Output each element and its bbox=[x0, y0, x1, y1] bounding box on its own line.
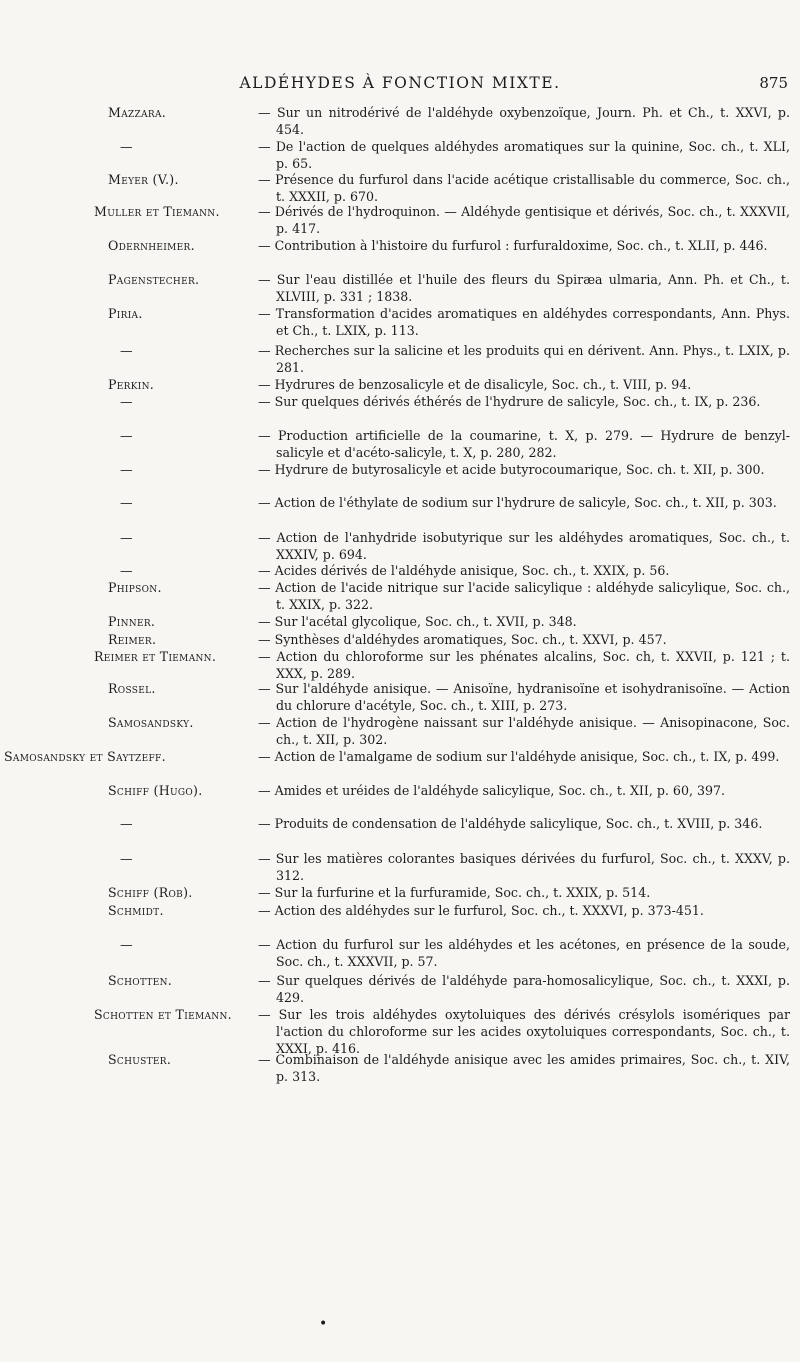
entry-reference: — Action de l'hydrogène naissant sur l'aldéhyde anisique. — Anisopinacone, Soc. ch., t. XII, p. 302. bbox=[258, 715, 790, 747]
bibliography-entry bbox=[108, 461, 790, 478]
entry-author: Mazzara. bbox=[108, 105, 167, 120]
bibliography-entry bbox=[108, 104, 790, 138]
bibliography-entry bbox=[108, 171, 790, 205]
entry-reference: — Action de l'anhydride isobutyrique sur les aldéhydes aromatiques, Soc. ch., t. XXXIV, p. 694. bbox=[258, 530, 790, 562]
entry-reference: — Synthèses d'aldéhydes aromatiques, Soc. ch., t. XXVI, p. 457. bbox=[258, 632, 667, 647]
entry-reference: — Action des aldéhydes sur le furfurol, Soc. ch., t. XXXVI, p. 373-451. bbox=[258, 903, 704, 918]
entry-author: — bbox=[120, 816, 133, 831]
entry-reference: — Acides dérivés de l'aldéhyde anisique, Soc. ch., t. XXIX, p. 56. bbox=[258, 563, 670, 578]
entry-author: Odernheimer. bbox=[108, 238, 195, 253]
bibliography-entry bbox=[108, 631, 790, 648]
bibliography-entry bbox=[108, 579, 790, 613]
entry-author: — bbox=[120, 428, 133, 443]
entry-reference: — Produits de condensation de l'aldéhyde salicylique, Soc. ch., t. XVIII, p. 346. bbox=[258, 816, 763, 831]
bibliography-entry bbox=[108, 936, 790, 970]
entry-author: Piria. bbox=[108, 306, 143, 321]
entry-reference: — Hydrure de butyrosalicyle et acide butyrocoumarique, Soc. ch. t. XII, p. 300. bbox=[258, 462, 765, 477]
entry-author: — bbox=[120, 394, 133, 409]
page-number: 875 bbox=[759, 74, 788, 92]
bibliography-entry bbox=[108, 393, 790, 410]
entry-reference: — Sur les matières colorantes basiques dérivées du furfurol, Soc. ch., t. XXXV, p. 312. bbox=[258, 851, 790, 883]
entry-author: Samosandsky. bbox=[108, 715, 194, 730]
entry-author: Schiff (Rob). bbox=[108, 885, 193, 900]
entry-author: Rossel. bbox=[108, 681, 156, 696]
bibliography-entry bbox=[4, 748, 790, 765]
bibliography-entry bbox=[108, 714, 790, 748]
entry-reference: — Transformation d'acides aromatiques en aldéhydes correspondants, Ann. Phys. et Ch., t. LXIX, p. 113. bbox=[258, 306, 790, 338]
entry-reference: — Combinaison de l'aldéhyde anisique avec les amides primaires, Soc. ch., t. XIV, p. 313. bbox=[258, 1052, 790, 1084]
bibliography-entry bbox=[108, 613, 790, 630]
entry-author: Reimer et Tiemann. bbox=[94, 649, 217, 664]
entry-reference: — Action de l'amalgame de sodium sur l'aldéhyde anisique, Soc. ch., t. IX, p. 499. bbox=[258, 749, 780, 764]
entry-reference: — Sur quelques dérivés de l'aldéhyde para-homosalicylique, Soc. ch., t. XXXI, p. 429. bbox=[258, 973, 790, 1005]
entry-reference: — De l'action de quelques aldéhydes aromatiques sur la quinine, Soc. ch., t. XLI, p. 65. bbox=[258, 139, 790, 171]
bibliography-entry bbox=[94, 203, 790, 237]
entry-author: — bbox=[120, 563, 133, 578]
entry-reference: — Action de l'acide nitrique sur l'acide salicylique : aldéhyde salicylique, Soc. ch., t. XXIX, p. 322. bbox=[258, 580, 790, 612]
entry-reference: — Hydrures de benzosalicyle et de disalicyle, Soc. ch., t. VIII, p. 94. bbox=[258, 377, 692, 392]
entry-author: — bbox=[120, 495, 133, 510]
entry-author: Pagenstecher. bbox=[108, 272, 200, 287]
entry-reference: — Sur la furfurine et la furfuramide, Soc. ch., t. XXIX, p. 514. bbox=[258, 885, 651, 900]
entry-author: — bbox=[120, 530, 133, 545]
bibliography-entry bbox=[94, 1006, 790, 1057]
entry-author: — bbox=[120, 343, 133, 358]
bibliography-entry bbox=[108, 884, 790, 901]
bibliography-entry bbox=[108, 237, 790, 254]
bibliography-entry bbox=[108, 494, 790, 511]
page-dot: • bbox=[319, 1316, 328, 1332]
entry-reference: — Sur l'eau distillée et l'huile des fleurs du Spiræa ulmaria, Ann. Ph. et Ch., t. XLVIII, p. 331 ; 1838. bbox=[258, 272, 790, 304]
entry-author: Schiff (Hugo). bbox=[108, 783, 203, 798]
bibliography-entry bbox=[108, 138, 790, 172]
entry-reference: — Recherches sur la salicine et les produits qui en dérivent. Ann. Phys., t. LXIX, p. 281. bbox=[258, 343, 790, 375]
entry-reference: — Sur quelques dérivés éthérés de l'hydrure de salicyle, Soc. ch., t. IX, p. 236. bbox=[258, 394, 761, 409]
running-title: ALDÉHYDES À FONCTION MIXTE. bbox=[239, 74, 561, 92]
entry-author: Schotten et Tiemann. bbox=[94, 1007, 232, 1022]
bibliography-entry bbox=[108, 815, 790, 832]
bibliography-entry bbox=[108, 305, 790, 339]
bibliography-entry bbox=[94, 648, 790, 682]
bibliography-entry bbox=[108, 427, 790, 461]
bibliography-entry bbox=[108, 376, 790, 393]
entry-reference: — Amides et uréides de l'aldéhyde salicylique, Soc. ch., t. XII, p. 60, 397. bbox=[258, 783, 726, 798]
bibliography-entry bbox=[108, 342, 790, 376]
entry-author: Phipson. bbox=[108, 580, 162, 595]
entry-reference: — Action du furfurol sur les aldéhydes et les acétones, en présence de la soude, Soc. ch., t. XXXVII, p. 57. bbox=[258, 937, 790, 969]
bibliography-entry bbox=[108, 850, 790, 884]
entry-author: Schotten. bbox=[108, 973, 173, 988]
entry-reference: — Production artificielle de la coumarine, t. X, p. 279. — Hydrure de benzyl-salicyle et d'acéto-salicyle, t. X, p. 280, 282. bbox=[258, 428, 790, 460]
bibliography-entry bbox=[108, 902, 790, 919]
bibliography-entry bbox=[108, 972, 790, 1006]
entry-author: Meyer (V.). bbox=[108, 172, 179, 187]
entry-author: Muller et Tiemann. bbox=[94, 204, 220, 219]
entry-reference: — Sur un nitrodérivé de l'aldéhyde oxybenzoïque, Journ. Ph. et Ch., t. XXVI, p. 454. bbox=[258, 105, 790, 137]
entry-reference: — Présence du furfurol dans l'acide acétique cristallisable du commerce, Soc. ch., t. XXXII, p. 670. bbox=[258, 172, 790, 204]
bibliography-entry bbox=[108, 271, 790, 305]
entry-author: — bbox=[120, 139, 133, 154]
entry-author: Perkin. bbox=[108, 377, 155, 392]
entry-author: Pinner. bbox=[108, 614, 156, 629]
entry-author: — bbox=[120, 462, 133, 477]
bibliography-entry bbox=[108, 562, 790, 579]
bibliography-entry bbox=[108, 529, 790, 563]
bibliography-entry bbox=[108, 680, 790, 714]
entry-reference: — Sur l'aldéhyde anisique. — Anisoïne, hydranisoïne et isohydranisoïne. — Action du chlorure d'acétyle, Soc. ch., t. XIII, p. 273. bbox=[258, 681, 790, 713]
entry-reference: — Sur les trois aldéhydes oxytoluiques des dérivés crésylols isomériques par l'action du chloroforme sur les acides oxytoluiques correspondants, Soc. ch., t. XXXI, p. 416. bbox=[258, 1007, 790, 1056]
entry-author: — bbox=[120, 937, 133, 952]
entry-reference: — Sur l'acétal glycolique, Soc. ch., t. XVII, p. 348. bbox=[258, 614, 577, 629]
entry-reference: — Action du chloroforme sur les phénates alcalins, Soc. ch, t. XXVII, p. 121 ; t. XXX, p. 289. bbox=[258, 649, 790, 681]
entry-reference: — Dérivés de l'hydroquinon. — Aldéhyde gentisique et dérivés, Soc. ch., t. XXXVII, p. 417. bbox=[258, 204, 790, 236]
entry-author: Schmidt. bbox=[108, 903, 164, 918]
running-head bbox=[0, 74, 800, 98]
entry-author: Schuster. bbox=[108, 1052, 172, 1067]
bibliography-entry bbox=[108, 782, 790, 799]
bibliography-entry bbox=[108, 1051, 790, 1085]
entry-reference: — Contribution à l'histoire du furfurol : furfuraldoxime, Soc. ch., t. XLII, p. 446. bbox=[258, 238, 768, 253]
entry-author: Reimer. bbox=[108, 632, 157, 647]
entry-author: Samosandsky et Saytzeff. bbox=[4, 749, 166, 764]
entry-reference: — Action de l'éthylate de sodium sur l'hydrure de salicyle, Soc. ch., t. XII, p. 303. bbox=[258, 495, 777, 510]
entry-author: — bbox=[120, 851, 133, 866]
